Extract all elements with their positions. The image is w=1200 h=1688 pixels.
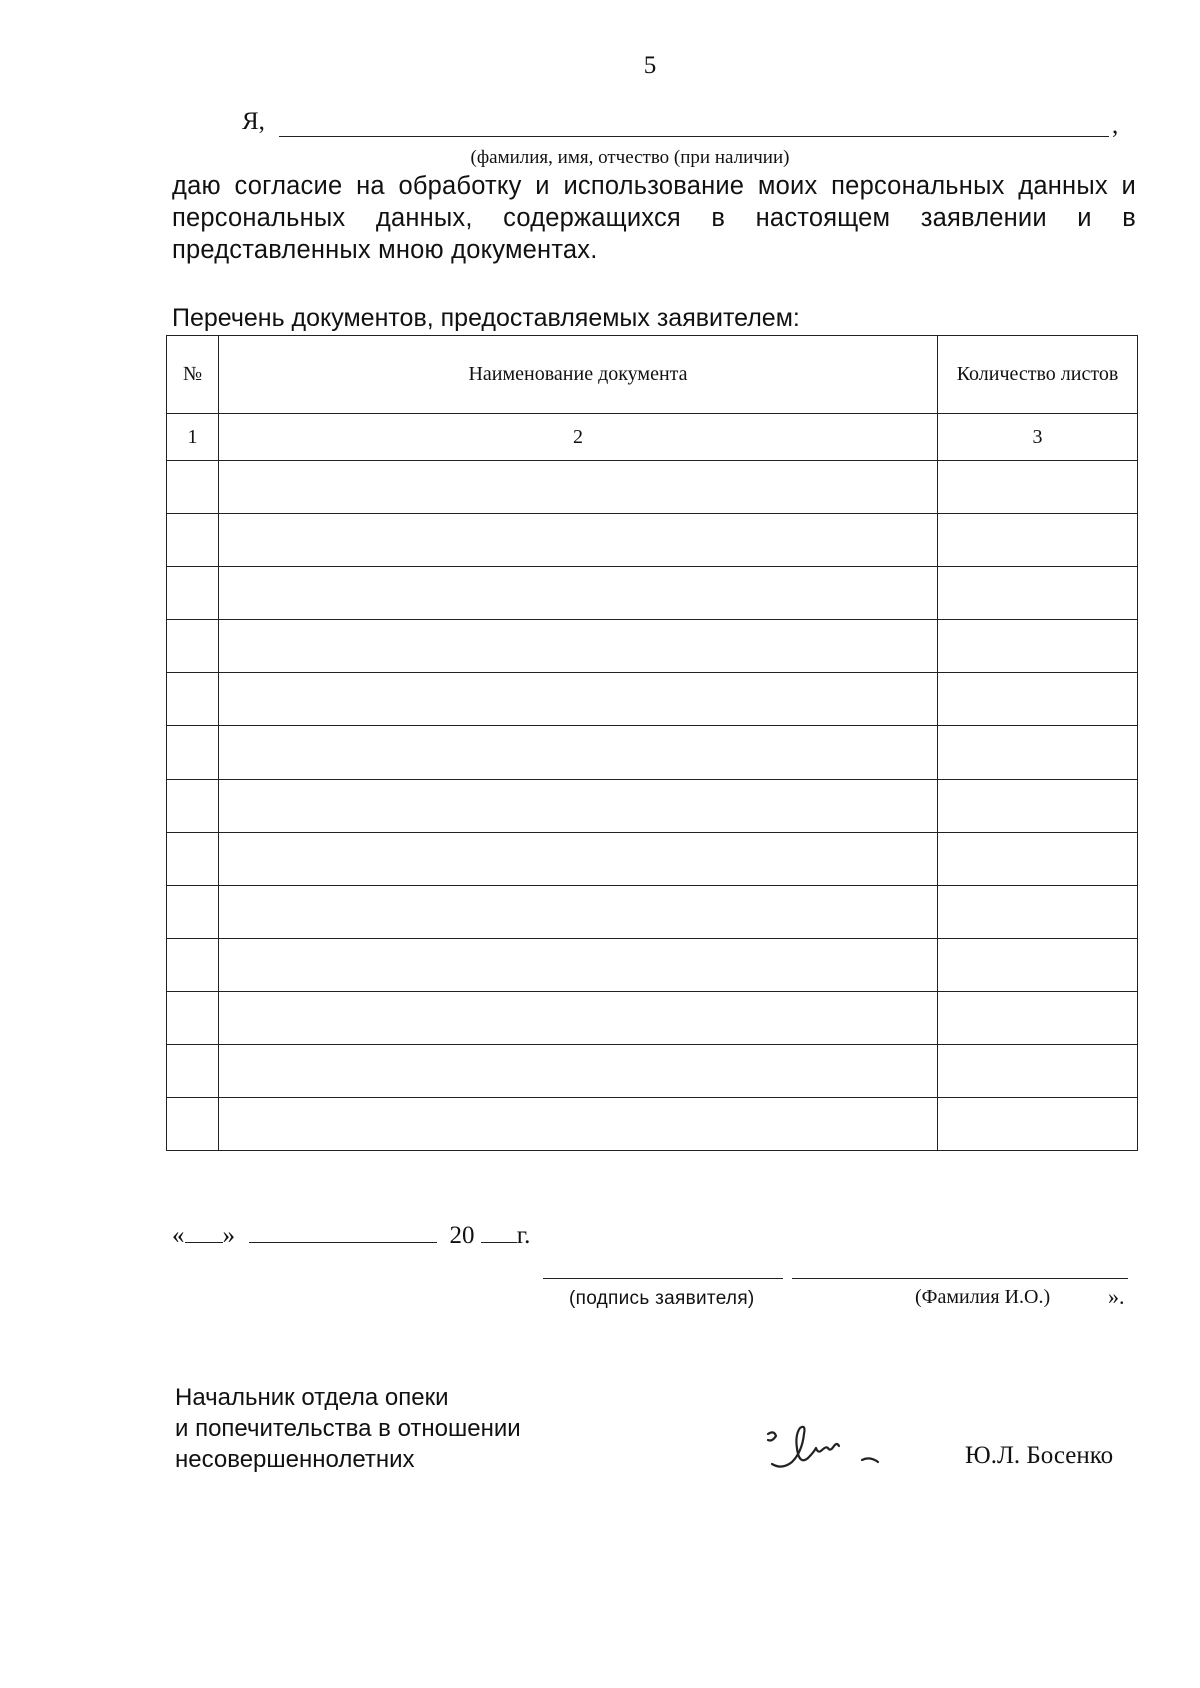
- table-row: [167, 1097, 1138, 1150]
- documents-list-caption: Перечень документов, предоставляемых заявителем:: [172, 304, 800, 332]
- cell-sheet-count[interactable]: [938, 1044, 1138, 1097]
- name-caption: (Фамилия И.О.): [915, 1286, 1051, 1308]
- consent-comma: ,: [1112, 112, 1119, 139]
- table-row: [167, 779, 1138, 832]
- handwritten-signature: [762, 1420, 892, 1480]
- name-hint-row: [0, 147, 1200, 169]
- table-row: [167, 885, 1138, 938]
- cell-sheet-count[interactable]: [938, 567, 1138, 620]
- cell-sheet-count[interactable]: [938, 620, 1138, 673]
- signer-name: Ю.Л. Босенко: [965, 1442, 1114, 1469]
- cell-document-name[interactable]: [219, 1097, 938, 1150]
- date-line: [172, 1220, 530, 1250]
- cell-sheet-count[interactable]: [938, 514, 1138, 567]
- cell-document-name[interactable]: [219, 1044, 938, 1097]
- cell-sheet-count[interactable]: [938, 832, 1138, 885]
- year-century: 20: [449, 1222, 475, 1249]
- table-header-row: [167, 336, 1138, 414]
- cell-document-name[interactable]: [219, 620, 938, 673]
- cell-document-name[interactable]: [219, 461, 938, 514]
- cell-document-name[interactable]: [219, 673, 938, 726]
- consent-prefix: Я,: [242, 108, 265, 135]
- cell-number[interactable]: [167, 1044, 219, 1097]
- cell-sheet-count[interactable]: [938, 779, 1138, 832]
- cell-document-name[interactable]: [219, 832, 938, 885]
- cell-document-name[interactable]: [219, 991, 938, 1044]
- table-row: [167, 567, 1138, 620]
- cell-sheet-count[interactable]: [938, 885, 1138, 938]
- column-number-1: 1: [167, 414, 219, 461]
- year-blank: [481, 1220, 517, 1243]
- table-row: [167, 1044, 1138, 1097]
- cell-document-name[interactable]: [219, 885, 938, 938]
- table-row: [167, 673, 1138, 726]
- signer-title-line: Начальник отдела опеки: [175, 1384, 449, 1411]
- table-row: [167, 461, 1138, 514]
- cell-number[interactable]: [167, 779, 219, 832]
- cell-sheet-count[interactable]: [938, 461, 1138, 514]
- cell-number[interactable]: [167, 938, 219, 991]
- cell-document-name[interactable]: [219, 726, 938, 779]
- closing-quote: ».: [1108, 1284, 1125, 1309]
- cell-number[interactable]: [167, 461, 219, 514]
- cell-number[interactable]: [167, 885, 219, 938]
- applicant-name-line: [792, 1278, 1128, 1279]
- cell-sheet-count[interactable]: [938, 673, 1138, 726]
- header-sheet-count: Количество листов: [938, 336, 1138, 414]
- header-document-name: Наименование документа: [219, 336, 938, 414]
- cell-sheet-count[interactable]: [938, 938, 1138, 991]
- documents-table: [166, 335, 1138, 1151]
- date-open-quote: «: [172, 1222, 185, 1249]
- table-column-numbers-row: [167, 414, 1138, 461]
- year-suffix: г.: [516, 1222, 531, 1249]
- signer-title-line: и попечительства в отношении: [175, 1415, 521, 1442]
- cell-sheet-count[interactable]: [938, 1097, 1138, 1150]
- table-row: [167, 514, 1138, 567]
- cell-document-name[interactable]: [219, 779, 938, 832]
- cell-number[interactable]: [167, 991, 219, 1044]
- cell-document-name[interactable]: [219, 567, 938, 620]
- column-number-2: 2: [219, 414, 938, 461]
- name-hint: (фамилия, имя, отчество (при наличии): [470, 147, 790, 168]
- table-row: [167, 832, 1138, 885]
- cell-sheet-count[interactable]: [938, 991, 1138, 1044]
- day-blank: [185, 1220, 223, 1243]
- header-number: №: [167, 336, 219, 414]
- cell-number[interactable]: [167, 567, 219, 620]
- table-row: [167, 620, 1138, 673]
- cell-number[interactable]: [167, 726, 219, 779]
- table-row: [167, 938, 1138, 991]
- cell-document-name[interactable]: [219, 938, 938, 991]
- cell-number[interactable]: [167, 514, 219, 567]
- signer-title: [175, 1382, 521, 1475]
- cell-number[interactable]: [167, 620, 219, 673]
- cell-sheet-count[interactable]: [938, 726, 1138, 779]
- date-close-quote: »: [222, 1222, 235, 1249]
- table-row: [167, 991, 1138, 1044]
- applicant-signature-line: [543, 1278, 783, 1279]
- month-blank: [249, 1220, 437, 1243]
- consent-text: даю согласие на обработку и использование моих персональных данных и персональных данных, содержащихся в настоящем заявлении и в представленных мною документах.: [172, 172, 1136, 264]
- cell-number[interactable]: [167, 832, 219, 885]
- cell-number[interactable]: [167, 673, 219, 726]
- cell-document-name[interactable]: [219, 514, 938, 567]
- full-name-blank-line: [279, 136, 1109, 137]
- cell-number[interactable]: [167, 1097, 219, 1150]
- column-number-3: 3: [938, 414, 1138, 461]
- signer-title-line: несовершеннолетних: [175, 1446, 415, 1473]
- table-row: [167, 726, 1138, 779]
- page-number: 5: [643, 52, 657, 79]
- signature-caption: (подпись заявителя): [569, 1288, 755, 1309]
